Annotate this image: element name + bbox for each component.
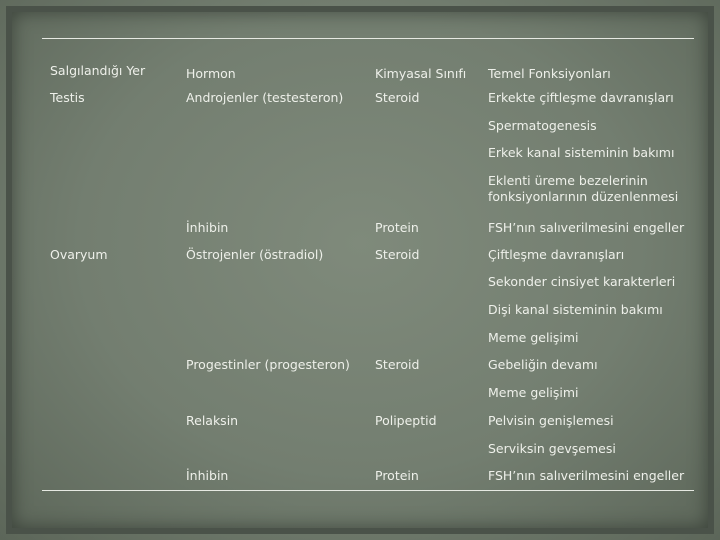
cell-chemical-class: Steroid — [375, 357, 420, 372]
table-bottom-rule — [42, 490, 694, 491]
cell-chemical-class: Protein — [375, 220, 419, 235]
cell-chemical-class: Steroid — [375, 247, 420, 262]
cell-place: Ovaryum — [50, 247, 108, 262]
cell-chemical-class: Polipeptid — [375, 413, 437, 428]
cell-hormone: Östrojenler (östradiol) — [186, 247, 324, 262]
cell-function: Gebeliğin devamı — [488, 357, 598, 372]
cell-chemical-class: Steroid — [375, 90, 420, 105]
cell-function: FSH’nın salıverilmesini engeller — [488, 468, 685, 483]
table-top-rule — [42, 38, 694, 39]
cell-function: Meme gelişimi — [488, 385, 579, 400]
cell-function: Dişi kanal sisteminin bakımı — [488, 302, 663, 317]
cell-function: Eklenti üreme bezelerinin fonksiyonlarının düzenlenmesi — [488, 173, 679, 204]
cell-hormone: Progestinler (progesteron) — [186, 357, 350, 372]
header-hormone: Hormon — [186, 66, 236, 81]
header-chemical-class: Kimyasal Sınıfı — [375, 66, 467, 81]
cell-function: Pelvisin genişlemesi — [488, 413, 614, 428]
cell-hormone: İnhibin — [186, 468, 229, 483]
cell-function: Meme gelişimi — [488, 330, 579, 345]
header-place: Salgılandığı Yer — [50, 63, 146, 78]
cell-hormone: İnhibin — [186, 220, 229, 235]
cell-hormone: Androjenler (testesteron) — [186, 90, 344, 105]
cell-function: Erkekte çiftleşme davranışları — [488, 90, 674, 105]
cell-hormone: Relaksin — [186, 413, 239, 428]
cell-function: Çiftleşme davranışları — [488, 247, 625, 262]
cell-function: Serviksin gevşemesi — [488, 441, 616, 456]
cell-function: Spermatogenesis — [488, 118, 597, 133]
cell-place: Testis — [50, 90, 85, 105]
header-functions: Temel Fonksiyonları — [488, 66, 611, 81]
cell-chemical-class: Protein — [375, 468, 419, 483]
cell-function: Sekonder cinsiyet karakterleri — [488, 274, 676, 289]
cell-function: FSH’nın salıverilmesini engeller — [488, 220, 685, 235]
cell-function: Erkek kanal sisteminin bakımı — [488, 145, 675, 160]
